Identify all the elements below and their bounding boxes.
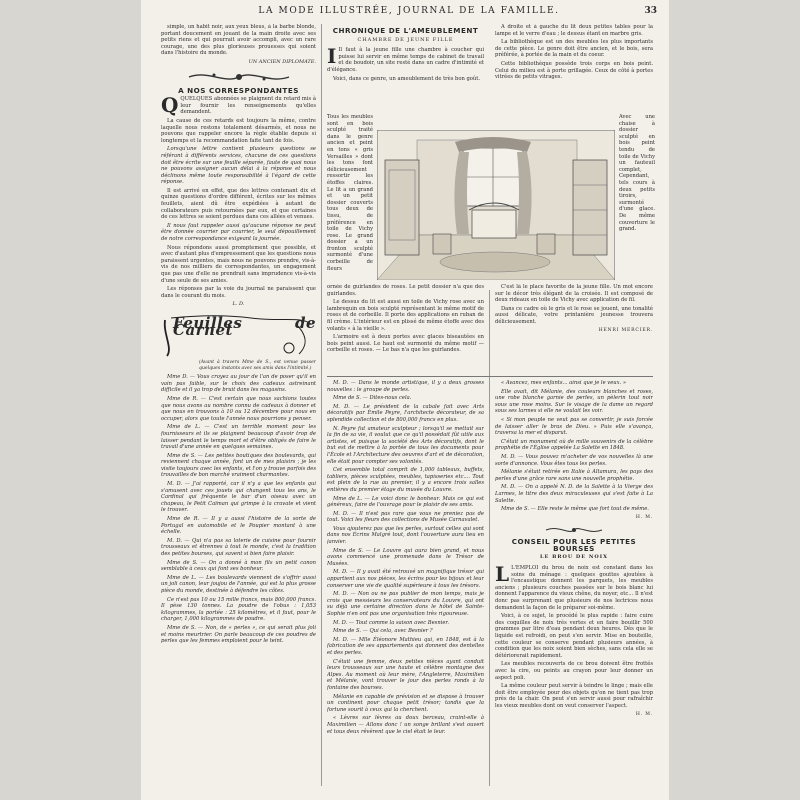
wrap-text-left <box>327 114 373 284</box>
dialogue-line: C'était une femme, deux petites nièces ayant conduit leurs trousseaux sur une haute et célèbre montagne des Alpes. Au moment où leur mère, l'Angleterre, Maximilien et Mélanie, vont trouver le jour des perles ronds à la fontaine des bourses. <box>327 658 484 691</box>
dialogue-line: M. D. — Tout comme la saison avec Besnier. <box>333 619 449 626</box>
intro-paragraph: simple, un habit noir, aux yeux bleus, à la barbe blonde, portant doucement en jouant de la main droite avec ses petits riens et qui pourrait avoir accompli, avec un rare courage, une des plus glorieuses prouesses qui soient dans l'histoire du monde. <box>161 24 316 57</box>
dialogue-line: M. D. — Le président de la cabale fait avec Arts décoratifs par Émile Peyre, l'architecte décorateur, de sa splendide collection et de 800,000 francs en plus. <box>327 403 484 423</box>
dialogue-line: M. D. — Il y avait été retrouvé un magnifique trésor qui appartient aux nos pièces, les écrins pour les bijoux et leur conserver une vie de qualité supérieure à tous les trésors. <box>327 569 484 589</box>
dialogue-line: M. D. — Mlle Éléonore Mathieu qui, en 1848, est à la fabrication de ses appartements qui donnent des dentelles et des perles. <box>327 636 484 656</box>
intro-signature: UN ANCIEN DIPLOMATE. <box>248 58 316 65</box>
paragraph: Avec une chaise à dossier sculpté en bois peint tendu de toile de Vichy un fauteuil complet, Cependant, tels cours à deux petits tiroirs, surmonté d'une glace. De même couverture le grand. <box>619 114 655 233</box>
dialogue-line: Mélanie en capable de prévision et se dispose à trouver un continent pour chaque petit trésor; tandis que la fortune sourit à ceux qui la cherchent. <box>327 693 484 713</box>
paragraph: La cause de ces retards est toujours la même, contre laquelle nous restons totalement désarmés, et nous ne pouvons que rappeler encore la règle établie depuis si longtemps et la recommandation faite tant de fois. <box>161 117 316 144</box>
conseil-title: CONSEIL POUR LES PETITES BOURSES <box>511 537 637 553</box>
dialogue-line: N. Peyre fut amateur sculpteur ; lorsqu'il se mettait sur la fin de sa vie, il voulut que ce qu'il possédait fût utile aux artistes, et puisque la société des Arts décoratifs, dont le but est de mettre à la portée de tous les documents pour l'École et l'Architecture des oeuvres d'art et de décoration, elle était pour compter ses volontés. <box>327 425 484 465</box>
page-number: 33 <box>644 6 657 16</box>
dialogue-line: Mme de S. — On a donné à mon fils un petit canon semblable à ceux qui font ses bonheur. <box>161 559 316 573</box>
dialogue-line: M. D. — Il n'est pas rare que vous ne preniez pas de tout. Voici les fleurs des collections de Musée Carnavalet. <box>327 510 484 524</box>
dialogue-line: C'était un monument où de mille souvenirs de la célèbre prophétie de l'Église appelée La Salette en 1848. <box>495 438 653 452</box>
dialogue-line: M. D. — Vous pouvez m'acheter de vos nouvelles là une sorte d'annonce. Vous êtes tous les perles. <box>495 453 653 467</box>
conseil-subtitle: LE BROU DE NOIX <box>540 554 608 561</box>
section-divider <box>327 376 653 377</box>
paragraph: Il est arrivé en effet, que des lettres contenant dix et quinze questions d'ordre différent, écrites sur les mêmes feuillets, aient dû être expédiées à autant de collaborateurs puis retournées par eux, et que certaines de ces lettres se soient perdues dans ces allées et venues. <box>161 187 316 221</box>
dialogue-line: « Si mon peuple ne veut pas se convertir, je suis forcée de laisser aller le bras de Dieu. » Puis elle s'avança, traversa la mer et disparut. <box>495 416 653 437</box>
paragraph: L'armoire est à deux portes avec glaces biseautées en bois peint aussi. Le haut est surmonté du même motif — corbeille et roses. — Le bas n'a que les guirlandes. <box>327 334 484 354</box>
paragraph: Il nous faut rappeler aussi qu'aucune réponse ne peut être donnée courrier par courrier, le seul dépouillement de notre correspondance exigeant la journée. <box>161 222 316 243</box>
column-right-top <box>495 24 653 114</box>
dialogue-line: Mme de R. — C'est certain que nous sachions toutes que nous avons au nombre connu de cadeaux à donner et que nous en trouvons à 10 ou 12 décembre pour nous en occuper, alors que toute l'année nous pourrions y penser. <box>161 395 316 422</box>
paragraph: Voici, dans ce genre, un ameublement de très bon goût. <box>333 75 480 82</box>
dialogue-line: Mme de L. — Le voici donc le bonheur. Mais ce qui est généreux, faire de l'ouvrage pour le plaisir de ses amis. <box>327 495 484 509</box>
carnet-title: Feuilles de Carnet <box>173 313 316 339</box>
chronique-subtitle: CHAMBRE DE JEUNE FILLE <box>357 36 454 43</box>
paragraph: Le dessus du lit est aussi en toile de Vichy rose avec un lambrequin en bois sculpté représentant le même motif de roses et de corbeille. Il porte des applications en ruban de fil crème. L'intérieur est en plissé de même étoffe avec des volants « à la vieille ». <box>327 299 484 332</box>
bedroom-illustration <box>377 130 615 280</box>
dialogue-line: Cet ensemble total comprit de 1,000 tableaux, buffets, tabliers, pièces sculptées, meubles, tapisseries etc.... Tout est plein de la rue au premier, il y a encore trois salles entières du premier étage du musée du Louvre. <box>327 467 484 493</box>
running-title: LA MODE ILLUSTRÉE, JOURNAL DE LA FAMILLE. <box>258 6 560 16</box>
column-rule <box>321 24 322 786</box>
paragraph: ornée de guirlandes de roses. Le petit dossier n'a que des guirlandes. <box>327 284 484 297</box>
column-left <box>161 24 316 786</box>
fleuron-ornament <box>184 70 294 84</box>
paragraph: QUELQUES abonnées se plaignent du retard mis à leur fournir les renseignements qu'elles demandent. <box>180 96 316 116</box>
dialogue-line: M. D. — Dans le monde artistique, il y a deux grosses nouvelles : le groupe de perles. <box>327 380 484 393</box>
magazine-page <box>141 0 669 800</box>
chronique-title: CHRONIQUE DE L'AMEUBLEMENT <box>332 26 479 35</box>
paragraph: Cette bibliothèque possède trois corps en bois peint. Celui du milieu est à porte grillagée. Ceux de côté à portes vitrées de petits vitrages. <box>495 60 653 81</box>
paragraph: Nous répondons aussi promptement que possible, et avec d'autant plus d'empressement que les questions nous paraissent urgentes, mais nous ne pouvons prendre, vis-à-vis de nos milliers de correspondantes, un engagement que pas une d'elle ne prendrait sans imprudence vis-à-vis d'une seule de ses amies. <box>161 244 316 284</box>
wrap-text-right <box>619 114 655 284</box>
dialogue-line: M. D. — On a appelé N. D. de la Salette à la Vierge des Larmes, le titre des deux miraculeuses qui s'est faite à La Salette. <box>495 484 653 504</box>
chronique-header <box>327 24 484 114</box>
paragraph: A droite et à gauche du lit deux petites tables pour la lampe et le verre d'eau ; le dessus étant en marbre gris. <box>495 24 653 37</box>
dialogue-line: M. D. — Non ou ne pas publier de mon temps, mais je crois que messieurs les conservateurs du Louvre, qui ont su déjà une certaine direction dans le hôtel de Sainte-Sophie n'en ont pas une organisation très rigoureuse. <box>327 591 484 617</box>
carnet-heading <box>161 314 316 358</box>
section-title: A NOS CORRESPONDANTES <box>178 85 299 95</box>
paragraph: Tous les meubles sont en bois sculpté traité dans le genre ancien et peint en tons « gris Versailles » dont les tons font délicieusement ressortir les étoffes claires. Le lit a un grand et un petit dossier couverts tous deux de tissu, de préférence en toile de Vichy rose. Le grand dossier a un fronton sculpté surmonté d'une corbeille de fleurs <box>327 114 373 272</box>
dialogue-line: Mélanie s'était retirée en Italie à Altamura, les pays des perles d'une grâce rare sans une nouvelle prophétie. <box>495 469 653 482</box>
paragraph: Il faut à la jeune fille une chambre à coucher qui puisse lui servir en même temps de cabinet de travail et de boudoir, un site resté dans un cadre d'intimité et d'élégance. <box>327 47 484 73</box>
dialogue-line: Mme de S. — Le Louvre qui aura bien grand, et nous avons commencé une promenade dans le Trésor de Musées. <box>327 547 484 567</box>
dialogue-line: Mme de S. — Non, de « perles », ce qui serait plus joli et moins meurtrier. On parle beaucoup de ces poudres de perles que les femmes emploient pour le teint. <box>161 624 316 645</box>
chronique-continued <box>327 284 484 380</box>
chronique-continued-right <box>495 284 653 380</box>
dialogue-signature: H. M. <box>635 514 653 520</box>
dialogue-column <box>327 380 484 786</box>
column-rule <box>489 290 490 786</box>
paragraph: La bibliothèque est un des meubles les plus importants de cette pièce. Le genre doit être ancien, et le bois, sera préférée, à portée de la main et du coeur. <box>495 39 653 59</box>
dialogue-line: « Lèvres sur lèvres au doux berceau, craint-elle à Maximilien — Allons donc ! un songe brillant s'est ouvert et tous deux rêvèrent que le ciel était le leur. <box>327 715 484 735</box>
paragraph: L'EMPLOI du brou de noix est constant dans les soins du ménage : quelques gouttes ajoutées à l'encaustique donnent les parquets, les meubles anciens ; plusieurs couches passées sur le bois blanc lui donnent l'apparence du vieux chêne, du noyer, etc... Il n'est donc pas surprenant que plusieurs de nos lectrices nous demandent la façon de le préparer soi-même. <box>495 565 653 611</box>
paragraph: Les réponses par la voie du journal ne paraissent que dans le courant du mois. <box>161 286 316 299</box>
chronique-signature: HENRI MERCIER. <box>598 327 653 333</box>
drop-cap: I <box>327 44 337 69</box>
drop-cap: L <box>495 562 510 587</box>
small-fleuron <box>544 525 604 535</box>
paragraph: Les meubles recouverts de ce brou doivent être frottés avec la cire, ou peints au crayon pour leur donner un aspect poli. <box>495 661 653 681</box>
dialogue-line: Mme de S. — Dites-nous cela. <box>333 395 412 402</box>
page-header <box>161 6 657 20</box>
dialogue-line: Mme de S. — Qui cela, avec Besnier ? <box>333 628 433 635</box>
dialogue-line: Vous ajouterez pas que les perles, surtout celles qui sont dans nos Écrins Malgré tout, dont l'ouverture aura lieu en janvier. <box>327 525 484 546</box>
dialogue-line: Mme de S. — Elle reste le même que fort tout de même. <box>501 506 649 513</box>
paragraph: La même couleur peut servir à teindre le linge ; mais elle doit être employée pour des objets qu'on ne tient pas trop près de la chair. On peut s'en servir aussi pour rafraîchir les vieux meubles dont on veut conserver l'aspect. <box>495 683 653 709</box>
dialogue-line: Mme de L. — C'est un terrible moment pour les fournisseurs et ils se plaignent beaucoup d'avoir trop de laisser pendant le temps mort et d'être obligés de faire le travail d'une année en quelques semaines. <box>161 424 316 451</box>
dialogue-line: Mme de L. — Les boulevards viennent de s'offrir aussi un joli canon, leur joujou de l'année, qui est la plus grosse pièce du monde, destinée à défendre les côtes. <box>161 574 316 594</box>
dialogue-line: Mme de S. — Les petites boutiques des boulevards, qui reviennent chaque année, font un de mes plaisirs ; je les visite toujours avec les enfants, et l'on y trouve parfois des trouvailles de bon marché vraiment charmantes. <box>161 452 316 479</box>
conseil-signature: H. M. <box>635 711 653 717</box>
dialogue-line: M. D. — Qui n'a pas sa loterie de cuisine pour fournir trousseaux et étrennes à tout le monde, c'est la tradition des petites bourses, qui savent si bien faire plaisir. <box>161 537 316 557</box>
dialogue-line: Mme D. — Vous croyez au jour de l'an de poser qu'il en vain pas faible, sur le choix des cadeaux astreinant difficile et il ya trop de bruit dans les magasins. <box>161 374 316 394</box>
dialogue-line: M. D. — J'ai rapporté, car il n'y a que les enfants qui s'amusent avec ces jouets qui changent tous les ans, le Cardinal qui fréquente le bar d'un oiseau avec un chapeau, le Petit Caïman qui grimpe à la cravate et vient le trouver. <box>161 481 316 514</box>
paragraph: Dans ce cadre où le gris et le rose se jouent, une tonalité aussi délicate, votre printanière jeunesse trouvera délicieusement. <box>495 305 653 325</box>
section-signature: L. D. <box>232 301 245 308</box>
paragraph: C'est là le place favorite de la jeune fille. Un mot encore sur le décor très élégant de la croisée. Il est composé de deux rideaux en toile de Vichy avec application de fil. <box>495 284 653 304</box>
dialogue-line: Mme de R. — Il y a aussi l'histoire de la sorte de Portugal en automobile et le Poupier montant à une échelle. <box>161 516 316 536</box>
dialogue-line: Ce n'est pas 10 ou 15 mille francs, mais 800,000 francs. Il pèse 130 tonnes. La poudre de l'obus : 1,053 kilogrammes, la portée : 25 kilomètres, et il faut, pour le charger, 1,000 kilogrammes de poudre. <box>161 596 316 623</box>
dialogue-line: « Avancez, mes enfants... ainsi que je le veux. » <box>501 380 627 386</box>
carnet-note: (Avant à travers Mme de S., est venue passer quelques instants avec ses amis dans l'intimité.) <box>199 359 316 371</box>
dialogue-line: Elle avait, dit Mélanie, des couleurs blanches et roses, une robe blanche garnie de perles, un pèlerin tout noir sous une rose moins. Sur le visage de la dame un regard sous ses larmes si elle ne voulait les voir. <box>495 388 653 415</box>
drop-cap: Q <box>161 93 179 118</box>
column-right-bottom <box>495 380 653 786</box>
paragraph: Voici, à ce sujet, le procédé le plus rapide : faire cuire des coquilles de noix très vertes et en faire bouillir 500 grammes par litre d'eau pendant deux heures. Dès que le liquide est refroidi, on peut s'en servir. Mise en bouteille, cette couleur se conserve pendant plusieurs années, à condition que les noix soient bien sèches, sans cela elle se détériorerait rapidement. <box>495 613 653 659</box>
paragraph: Lorsqu'une lettre contient plusieurs questions se référant à différents services, chacune de ces questions doit être écrite sur une feuille séparée, faute de quoi nous ne pouvons assigner aucun délai à la réponse et nous déclinons même toute responsabilité à l'égard de cette réponse. <box>161 146 316 186</box>
